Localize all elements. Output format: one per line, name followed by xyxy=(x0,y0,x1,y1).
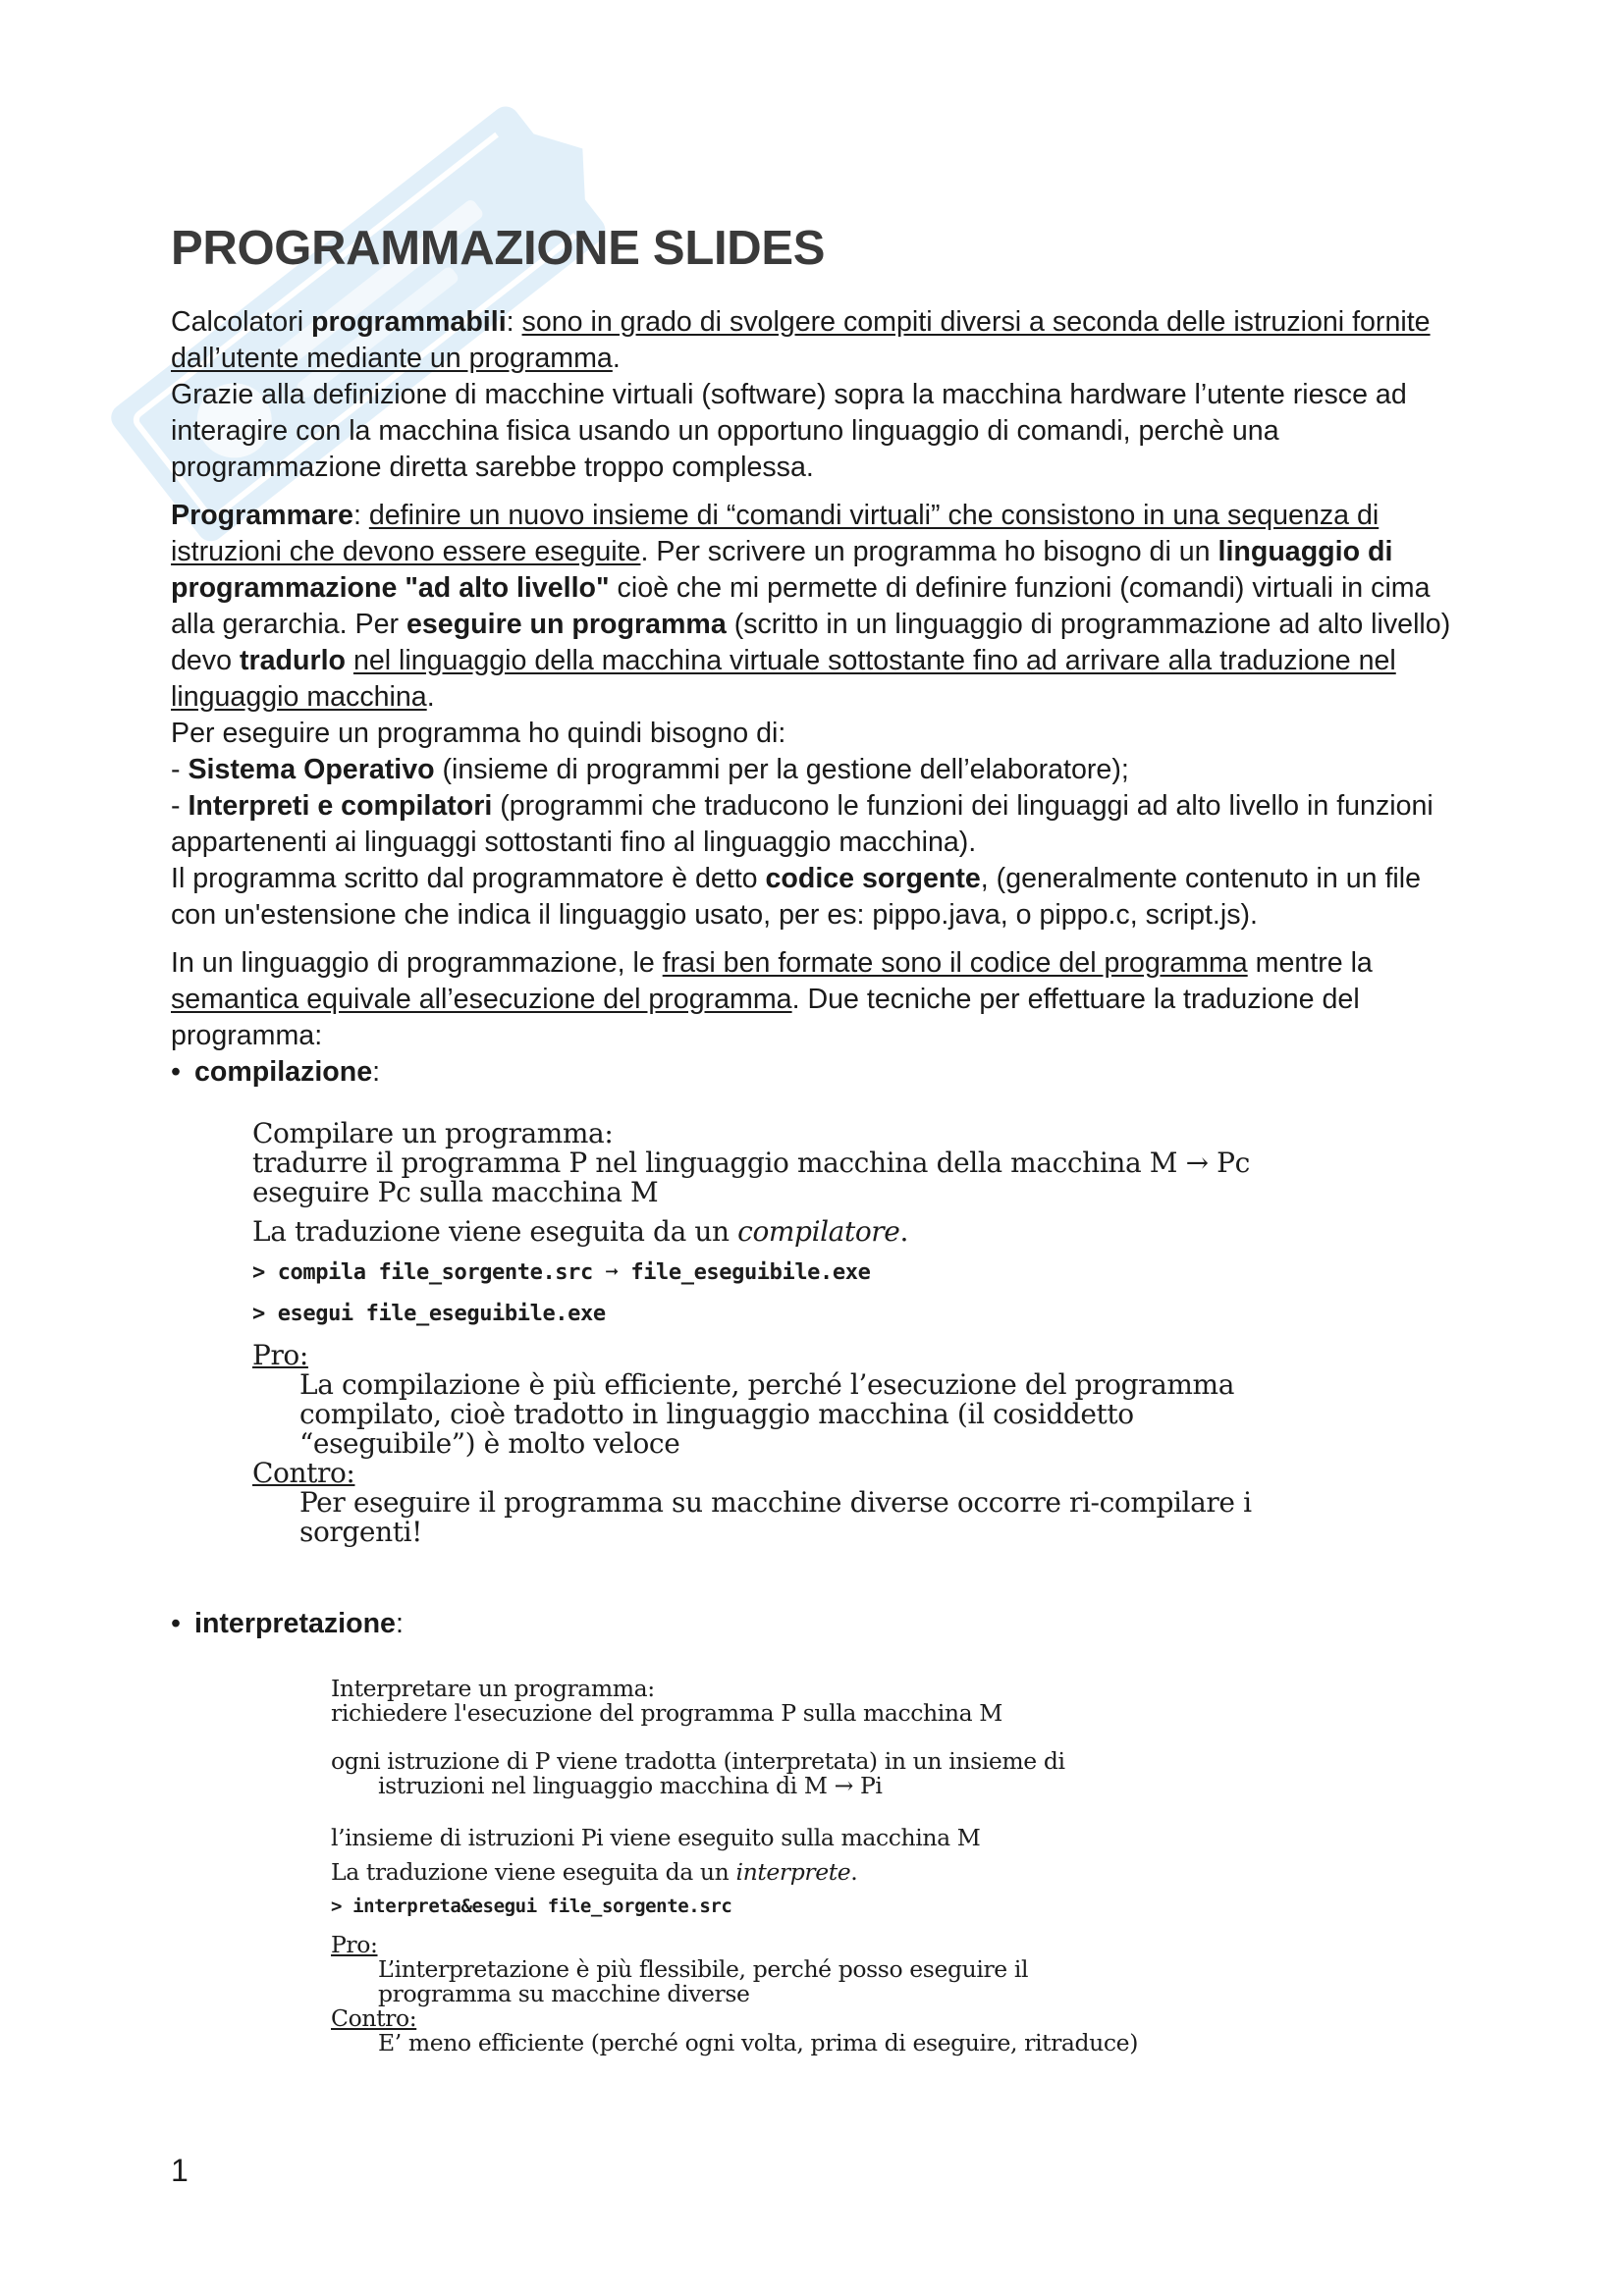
figure-compilazione: Compilare un programma: tradurre il programma P nel linguaggio macchina della macchina M → Pc eseguire Pc sulla macchina M La traduzione viene eseguita da un compilatore. > compila file_sorgente.src ➞ file_eseguibile.exe > esegui file_eseguibile.exe Pro: La compilazione è più efficiente, perché l’esecuzione del programma compilato, cioè tradotto in linguaggio macchina (il cosiddetto “eseguibile”) è molto veloce Contro: Per eseguire il programma su macchine diverse occorre ri-compilare i sorgenti! xyxy=(252,1119,1352,1547)
contro-label: Contro: xyxy=(252,1457,355,1489)
command-line: > compila file_sorgente.src ➞ file_eseguibile.exe xyxy=(252,1260,871,1285)
pro-label: Pro: xyxy=(331,1931,378,1958)
list-item-sistema-operativo: - Sistema Operativo (insieme di programmi per la gestione dell’elaboratore); xyxy=(171,754,1129,785)
body-text-2 xyxy=(171,1606,1465,1642)
paragraph-macchine-virtuali: Grazie alla definizione di macchine virtuali (software) sopra la macchina hardware l’utente riesce ad interagire con la macchina fisica usando un opportuno linguaggio di comandi, perchè una programmazione diretta sarebbe troppo complessa. xyxy=(171,379,1407,483)
paragraph-calcolatori: Calcolatori programmabili: sono in grado di svolgere compiti diversi a seconda delle istruzioni fornite dall’utente mediante un programma. xyxy=(171,306,1431,374)
bullet-dot: • xyxy=(171,1608,182,1639)
figure-heading: Compilare un programma: xyxy=(252,1117,614,1149)
figure-interpretazione: Interpretare un programma: richiedere l'esecuzione del programma P sulla macchina M ogni istruzione di P viene tradotta (interpretata) in un insieme di istruzioni nel linguaggio macchina di M → Pi l’insieme di istruzioni Pi viene eseguito sulla macchina M La traduzione viene eseguita da un interprete. > interpreta&esegui file_sorgente.src Pro: L’interpretazione è più flessibile, perché posso eseguire il programma su macchine diverse Contro: E’ meno efficiente (perché ogni volta, prima di eseguire, ritraduce) xyxy=(331,1677,1215,2056)
command-line: > interpreta&esegui file_sorgente.src xyxy=(331,1896,732,1917)
bullet-compilazione: • compilazione: xyxy=(171,1054,1465,1091)
paragraph-bisogno: Per eseguire un programma ho quindi bisogno di: xyxy=(171,718,786,749)
page-number: 1 xyxy=(171,2153,189,2188)
contro-label: Contro: xyxy=(331,2004,417,2032)
list-item-interpreti: - Interpreti e compilatori (programmi che traducono le funzioni dei linguaggi ad alto livello in funzioni appartenenti ai linguaggi sottostanti fino al linguaggio macchina). xyxy=(171,790,1434,858)
page-title: PROGRAMMAZIONE SLIDES xyxy=(171,222,826,275)
figure-heading: Interpretare un programma: xyxy=(331,1675,655,1702)
bullet-dot: • xyxy=(171,1056,182,1088)
paragraph-codice-sorgente: Il programma scritto dal programmatore è detto codice sorgente, (generalmente contenuto in un file con un'estensione che indica il linguaggio usato, per es: pippo.java, o pippo.c, script.js). xyxy=(171,863,1422,931)
bullet-interpretazione: • interpretazione: xyxy=(171,1606,1465,1642)
pro-label: Pro: xyxy=(252,1339,308,1371)
paragraph-linguaggio: In un linguaggio di programmazione, le frasi ben formate sono il codice del programma mentre la semantica equivale all’esecuzione del programma. Due tecniche per effettuare la traduzione del programma: xyxy=(171,947,1373,1051)
body-text xyxy=(171,304,1465,1091)
command-line: > esegui file_eseguibile.exe xyxy=(252,1302,606,1326)
paragraph-programmare: Programmare: definire un nuovo insieme di “comandi virtuali” che consistono in una sequenza di istruzioni che devono essere eseguite. Per scrivere un programma ho bisogno di un linguaggio di programmazione "ad alto livello" cioè che mi permette di definire funzioni (comandi) virtuali in cima alla gerarchia. Per eseguire un programma (scritto in un linguaggio di programmazione ad alto livello) devo tradurlo nel linguaggio della macchina virtuale sottostante fino ad arrivare alla traduzione nel linguaggio macchina. xyxy=(171,500,1451,713)
